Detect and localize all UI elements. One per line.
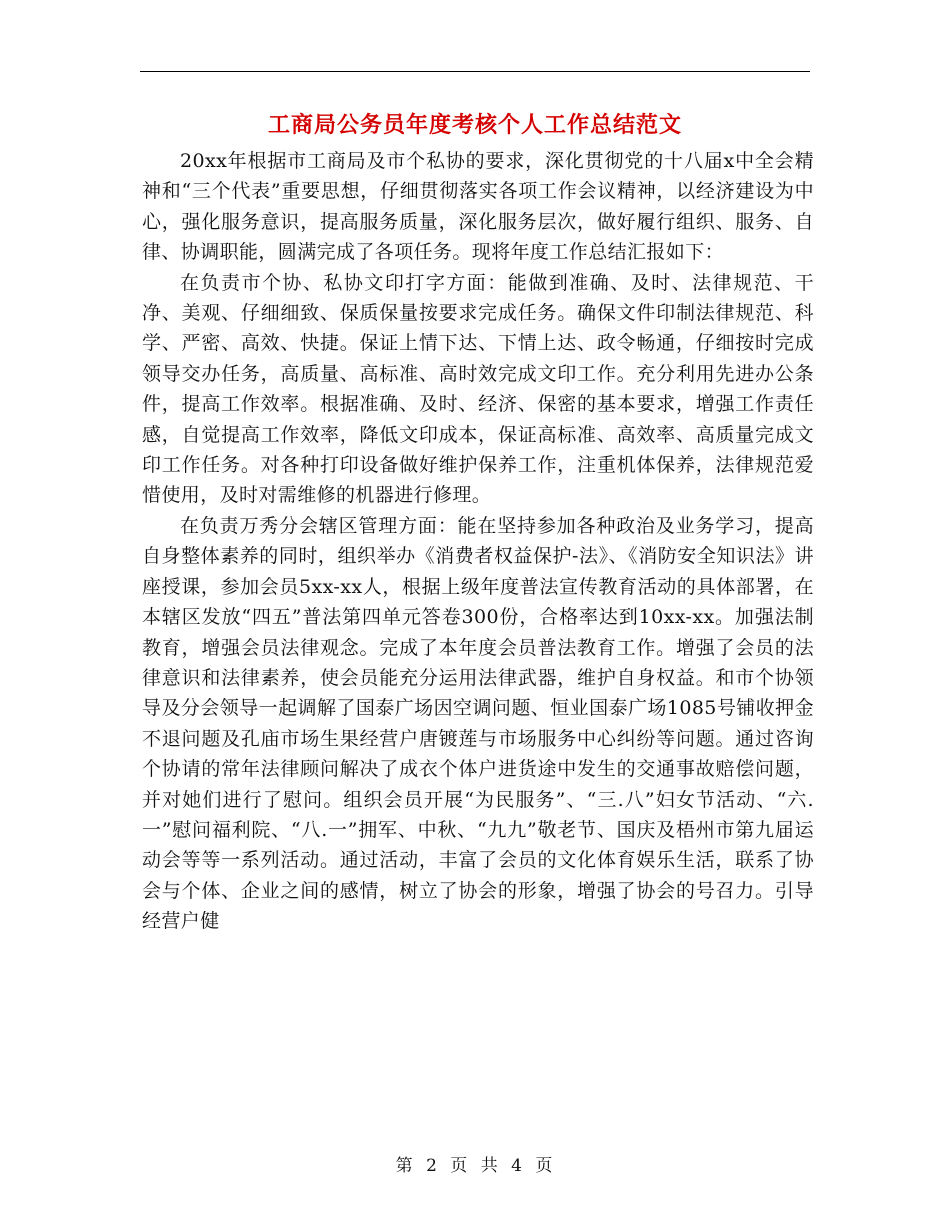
document-title: 工商局公务员年度考核个人工作总结范文 (267, 113, 682, 138)
page-number-footer: 第 2 页 共 4 页 (395, 1156, 555, 1176)
paragraph-printing-work: 在负责市个协、私协文印打字方面：能做到准确、及时、法律规范、干净、美观、仔细细致、保质保量按要求完成任务。确保文件印制法律规范、科学、严密、高效、快捷。保证上情下达、下情上达、政令畅通，仔细按时完成领导交办任务，高质量、高标准、高时效完成文印工作。充分利用先进办公条件，提高工作效率。根据准确、及时、经济、保密的基本要求，增强工作责任感，自觉提高工作效率，降低文印成本，保证高标准、高效率、高质量完成文印工作任务。对各种打印设备做好维护保养工作，注重机体保养，法律规范爱惜使用，及时对需维修的机器进行修理。 (142, 271, 814, 507)
document-body (142, 146, 814, 937)
paragraph-intro: 20xx年根据市工商局及市个私协的要求，深化贯彻党的十八届x中全会精神和“三个代表”重要思想，仔细贯彻落实各项工作会议精神，以经济建设为中心，强化服务意识，提高服务质量，深化服务层次，做好履行组织、服务、自律、协调职能，圆满完成了各项任务。现将年度工作总结汇报如下： (142, 150, 814, 264)
header-rule (140, 71, 810, 72)
paragraph-district-management: 在负责万秀分会辖区管理方面：能在坚持参加各种政治及业务学习，提高自身整体素养的同时，组织举办《消费者权益保护-法》、《消防安全知识法》讲座授课，参加会员5xx-xx人，根据上级年度普法宣传教育活动的具体部署，在本辖区发放“四五”普法第四单元答卷300份，合格率达到10xx-xx。加强法制教育，增强会员法律观念。完成了本年度会员普法教育工作。增强了会员的法律意识和法律素养，使会员能充分运用法律武器，维护自身权益。和市个协领导及分会领导一起调解了国泰广场因空调问题、恒业国泰广场1085号铺收押金不退问题及孔庙市场生果经营户唐镀莲与市场服务中心纠纷等问题。通过咨询个协请的常年法律顾问解决了成衣个体户进货途中发生的交通事故赔偿问题，并对她们进行了慰问。组织会员开展“为民服务”、“三.八”妇女节活动、“六.一”慰问福利院、“八.一”拥军、中秋、“九九”敬老节、国庆及梧州市第九届运动会等等一系列活动。通过活动，丰富了会员的文化体育娱乐生活，联系了协会与个体、企业之间的感情，树立了协会的形象，增强了协会的号召力。引导经营户健 (142, 514, 814, 933)
